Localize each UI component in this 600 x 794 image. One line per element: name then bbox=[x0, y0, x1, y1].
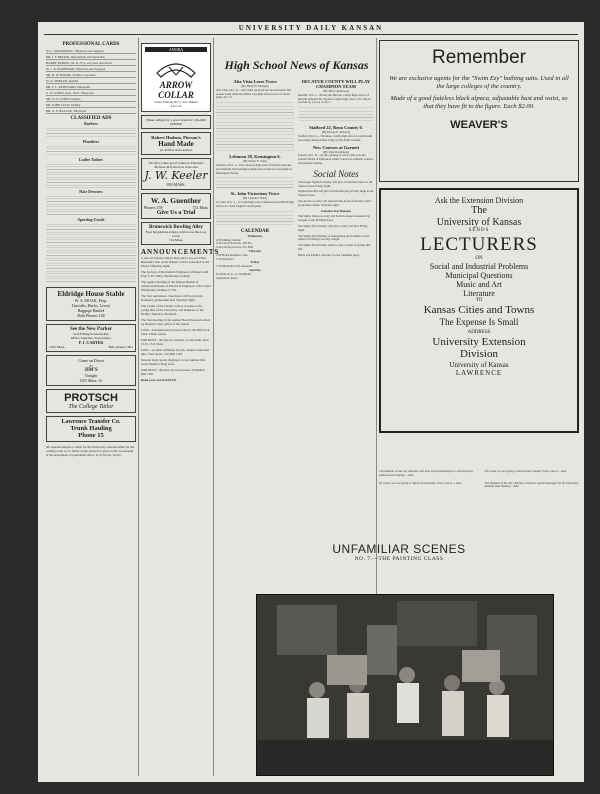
classified-group: Hair Dressers bbox=[79, 189, 103, 194]
ad-protsch: PROTSCH The College Tailor bbox=[46, 389, 136, 413]
card: DR. F. L. REDFEARD, Osteopath bbox=[46, 84, 136, 90]
ad-jims: Come on Down to JIM'S Tonight 1101 Mass. St. bbox=[46, 355, 136, 386]
classified-list bbox=[46, 122, 136, 284]
ad-keeler: We have some good values in Pennants Pictures & Posters in class and J. W. Keeler 939 MASS. bbox=[141, 158, 211, 190]
ad-parker-pen: See the New Parker Self-Filling Fountain Pen Office Supplies, Typewriters F. I. CARTER 1025 Mass. Bell phones 1061 bbox=[46, 324, 136, 352]
classified-group: Sporting Goods bbox=[77, 217, 105, 222]
card: W. O. SEIDLER, Dentist bbox=[46, 78, 136, 84]
classified-heading: CLASSIFIED ADS bbox=[70, 116, 112, 121]
minister-notices: The minister of the city churches will have special messages for all University students next Sunday.—Adv. Of course you are going to church next Sunday. Every one is.—Adv. Of course you are going to church next Sunday. Every one is.—Adv. The minister of the city churches will have special messages for all University students next Sunday.—Adv. bbox=[379, 469, 579, 489]
card: Dr. J. R. BARNHART, Physician and Surgeon bbox=[46, 66, 136, 72]
column-ads bbox=[141, 40, 220, 740]
unfamiliar-subtitle: NO. 7.—THE PAINTING CLASS bbox=[354, 556, 444, 562]
high-school-news-title: High School News of Kansas bbox=[224, 58, 369, 72]
calendar-notice: All announcements or items for the University calendar either for the coming week or for future events should be given to Ms. Greenough at the department of journalism office, by 4:30 p.m. Friday. bbox=[46, 445, 135, 457]
ad-remember: Remember We are exclusive agents for the "Swim Ezy" bathing suits. Used in all the large colleges of the country. Made of a good fadeless black alpaca, adjustable bust and waist, so that they have fit to the figure. Each $2.00. WEAVER'S bbox=[379, 40, 579, 182]
calendar-list: Wednesday 4:30 Mining Journal 4:30 Cercle Francais, 106 Fra. 4:30 Chorus practice, Fra. Hall Thursday 7:00 Hawk Dramatic Club 7:30 Orchestra Friday 7:30 Mandolin Club rehearsal Saturday Football, K. U. vs. Washburn Sophomore dance bbox=[216, 233, 263, 280]
ad-robert-hudson: Robert Hudson, Pierson's Hand Made At all first class dealers bbox=[141, 132, 211, 155]
cards-heading: PROFESSIONAL CARDS bbox=[62, 42, 120, 47]
column-hs-right: DECATUR COUNTY WILL PLAY CHAMPION TEAM (By Harry Anderson) Oberlin, Nov. 1—Friday the Decatur county high school of Oberlin defeated the Thomas county high school of Colby in football by a score of 20-7. Stafford 22, Reno County 0. (By Dewey E. Roberts) Stafford, Nov. 1—The Reno county high school football team was easily defeated here today by the Stafford team. New Courses at Garnett (By John Donaldson) Garnett, Oct. 31—At the opening of school this year the Garnett Board of Education added courses in domestic science and manual training. Social Notes The Kappa Sigma fraternity will give an informal dance at the chapter house Friday night. Sigma Delta Phi will give an informal party Friday night at the chapter house. The Acacia sorority will entertain the Acacia fraternity with a progressive dinner Saturday night. Founders Day Banquet The Sigma Kappa sorority will hold its annual founders day banquet at the Eldridge hotel. The Sigma Nu fraternity will give a party at Ecke's Friday night. The Sigma Nu fraternity is entertaining the freshmen of the Alpha Chi Omega sorority tonight. The Sigma Nu fraternity plans to give a series of parties this fall. Haley and Findley will play for the freshmen party. bbox=[298, 79, 374, 257]
card: HARRY REDING, M. D., Eye, ear, nose and throat bbox=[46, 60, 136, 66]
classified-group: Barbers bbox=[84, 121, 98, 126]
social-notes-list: The Kappa Sigma fraternity will give an informal dance at the chapter house Friday night. Sigma Delta Phi will give an informal party Friday night at the chapter house. The Acacia sorority will entertain the Acacia fraternity with a progressive dinner Saturday night. Founders Day Banquet The Sigma Kappa sorority will hold its annual founders day banquet at the Eldridge hotel. The Sigma Nu fraternity will give a party at Ecke's Friday night. The Sigma Nu fraternity is entertaining the freshmen of the Alpha Chi Omega sorority tonight. The Sigma Nu fraternity plans to give a series of parties this fall. Haley and Findley will play for the freshmen party. bbox=[298, 179, 374, 257]
column-rule bbox=[138, 38, 139, 776]
painting-class-photo bbox=[256, 594, 554, 776]
ad-bowling: Brunswick Bowling Alley Four Regulation Alleys with Loop-the-loop room 714 Mass. bbox=[141, 222, 211, 245]
masthead: UNIVERSITY DAILY KANSAN bbox=[238, 24, 384, 32]
card: DR. W. N. JONES, Dentist bbox=[46, 96, 136, 102]
classified-group: Plumbers bbox=[82, 139, 100, 144]
painting-class-image bbox=[257, 595, 553, 775]
newspaper-page bbox=[38, 22, 584, 782]
card: DR. A. E. BALLOU, Physician bbox=[46, 108, 136, 114]
card: W. C. McDONNELL, Physician and surgeon bbox=[46, 48, 136, 54]
ad-lawrence-transfer: Lawrence Transfer Co. Trunk Hauling Phone 15 bbox=[46, 416, 136, 442]
column-rule bbox=[213, 38, 214, 776]
cards-list bbox=[46, 48, 136, 114]
announcements-heading: ANNOUNCEMENTS bbox=[141, 248, 220, 256]
ad-extension-division: Ask the Extension Division The University of Kansas SENDS LECTURERS ON Social and Industrial Problems Municipal Questions Music and Art Literature TO Kansas Cities and Towns The Expense Is Small ADDRESS University Extension Division University of Kansas LAWRENCE bbox=[379, 188, 579, 433]
unfamiliar-scenes-header bbox=[214, 542, 584, 562]
card: DR. JOHN LUCK, Dentist bbox=[46, 102, 136, 108]
ad-cigars: When calling for a good brand of CIGARS SMOKE bbox=[141, 115, 211, 129]
unfamiliar-title: UNFAMILIAR SCENES bbox=[332, 542, 466, 556]
masthead-rule bbox=[44, 34, 578, 35]
column-hs-left: Alta Vista Loses Twice (By Harry H. Morgan) Alta Vista, Oct. 31—Alta Vista received her second defeat this season today when the White City high school won a football game 32 to 0. Lebanon 28, Kensington 6. (By Walter E. York) Lebanon, Nov. 1—The Lebanon high school football team met and defeated the Kensington high school team in a fast game at Kensington Friday. St. John Victorious Twice (By Clarence Ward) St. John, Nov. 1—St. John high school defeated Great Bend high school in a hard fought football game. CALENDAR Wednesday 4:30 Mining Journal 4:30 Cercle Francais, 106 Fra. 4:30 Chorus practice, Fra. Hall Thursday 7:00 Hawk Dramatic Club 7:30 Orchestra Friday 7:30 Mandolin Club rehearsal Saturday Football, K. U. vs. Washburn Sophomore dance bbox=[216, 79, 294, 280]
classified-group: Ladies Tailors bbox=[78, 157, 104, 162]
card: DR. J. F. BROOK, Optometrist and Specialist bbox=[46, 54, 136, 60]
column-professional-cards bbox=[46, 40, 136, 780]
social-notes-title: Social Notes bbox=[313, 168, 359, 179]
card: G. W. JONES, A.B., M.D., Physician bbox=[46, 90, 136, 96]
ad-arrow-collar: ANORA ARROW COLLAR Cluett, Peabody & Co., Inc. Makers 2 for 25 bbox=[141, 43, 211, 112]
ad-guenther: W. A. Guenther Phones 159 731 Mass Give Us a Trial bbox=[141, 193, 211, 219]
card: DR. H. W. HAVRE, Oculist, Lawrence bbox=[46, 72, 136, 78]
ad-eldridge-stable: Eldridge House Stable W. S. MOAK, Prop. Taxicabs, Hacks, Livery Baggage Hauled Both Phones 148 bbox=[46, 287, 136, 321]
collar-icon bbox=[145, 52, 207, 80]
announcements-list: A one-act Pessen Christy Days and a two-act Ethel Bertrand's One of the Raiders will be presented at the Palace Thursday night. The Society of Mechanical Engineers will meet with Prof. F. H. Sibley Wednesday evening. The regular meeting of the Kansas Branch of American Institute of Electrical Engineers will be held Wednesday evening at 7:30. The first sophomore class dance will be given in Robinson gymnasium next Saturday night. The Ladies of the Faculty will be at home to the young men of the University and members of the faculty, Thursday afternoon. The first meeting of the Annual Board has been called by Russell Caleb, editor of the annual. LOST—Fountain pen between Library and 900 block Tenn. Finder return. FOR RENT—Rooms for students, in one home. Bell 1513, 1316 Tenn. LOST—A white chiffonne brooch, shaped somewhat like a four-de-lis. Call Bell 1181. Persons lately goods displayed in our window this week. Barber's Drug store. FOR RENT—Modern six room house. Furnished. Bell 2397. Read your own KANSAN. bbox=[141, 256, 211, 382]
